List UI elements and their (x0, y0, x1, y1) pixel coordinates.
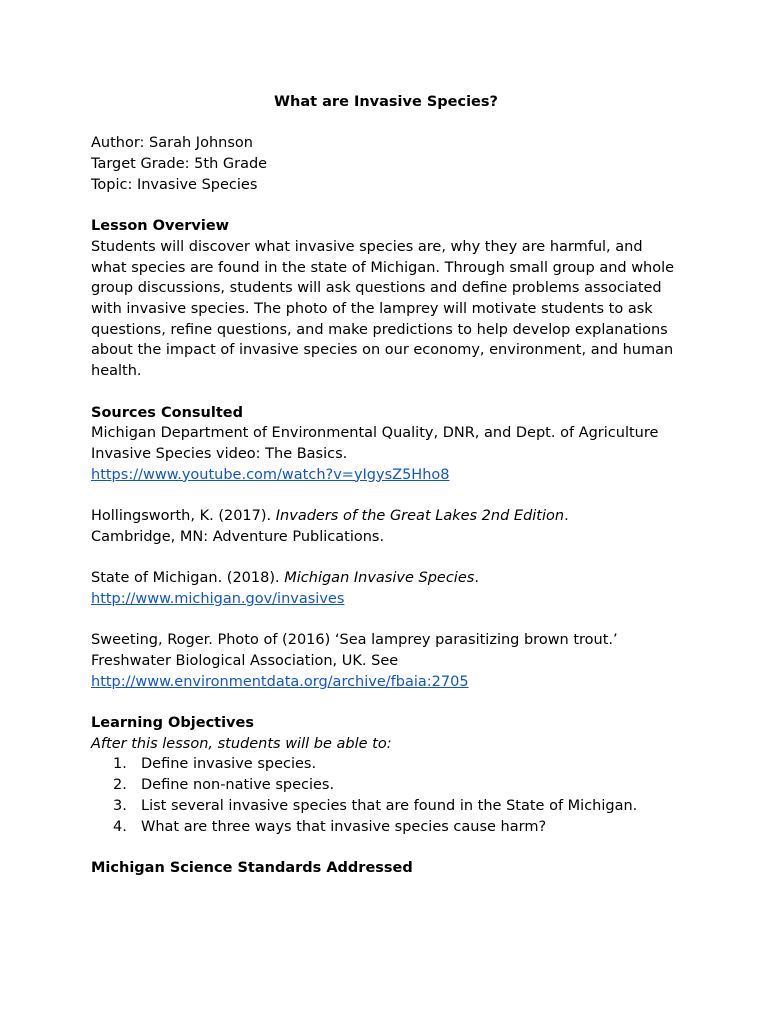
objectives-intro-text: After this lesson, students will be able to: (91, 735, 392, 752)
source-4-link[interactable]: http://www.environmentdata.org/archive/fbaia:2705 (91, 673, 469, 690)
list-item (113, 817, 681, 838)
list-item (113, 775, 681, 796)
sources-heading: Sources Consulted (91, 404, 243, 421)
list-item-text: List several invasive species that are found in the State of Michigan. (141, 797, 638, 814)
list-item-number: 1. (113, 756, 127, 773)
standards-heading: Michigan Science Standards Addressed (91, 859, 413, 876)
overview-body: Students will discover what invasive species are, why they are harmful, and what species are found in the state of Michigan. Through small group and whole group discussions, students will ask questions and define problems associated with invasive species. The photo of the lamprey will motivate students to ask questions, refine questions, and make predictions to help develop explanations about the impact of invasive species on our economy, environment, and human health. (91, 238, 675, 380)
overview-section (91, 216, 681, 382)
list-item-text: Define invasive species. (141, 756, 317, 773)
source-3 (91, 568, 681, 609)
objectives-section (91, 713, 681, 837)
list-item (113, 754, 681, 775)
overview-heading: Lesson Overview (91, 218, 230, 235)
document-body (91, 92, 681, 879)
source-3-link-line (91, 589, 681, 610)
source-4-text: Sweeting, Roger. Photo of (2016) ‘Sea lamprey parasitizing brown trout.’ Freshwater Biological Association, UK. See (91, 632, 618, 669)
list-item-text: What are three ways that invasive species cause harm? (141, 818, 547, 835)
source-4-link-line (91, 672, 681, 693)
meta-block (91, 133, 681, 195)
list-item (113, 796, 681, 817)
source-2-author: Hollingsworth, K. (2017). (91, 508, 276, 524)
list-item-number: 4. (113, 818, 127, 835)
source-2-period: . (564, 508, 569, 524)
source-2-citation (91, 506, 681, 527)
source-1-link-line (91, 465, 681, 486)
source-4 (91, 630, 681, 692)
source-2-book-title: Invaders of the Great Lakes 2nd Edition (275, 508, 565, 524)
source-2-publisher: Cambridge, MN: Adventure Publications. (91, 528, 385, 545)
source-3-title: Michigan Invasive Species (284, 570, 475, 587)
standards-section (91, 858, 681, 879)
objectives-intro (91, 734, 681, 755)
source-1-link[interactable]: https://www.youtube.com/watch?v=yIgysZ5Hho8 (91, 466, 450, 483)
source-1-text: Michigan Department of Environmental Quality, DNR, and Dept. of Agriculture Invasive Species video: The Basics. (91, 425, 659, 462)
objectives-heading: Learning Objectives (91, 714, 254, 731)
grade-line: Target Grade: 5th Grade (91, 156, 268, 173)
document-title: What are Invasive Species? (274, 94, 498, 110)
author-line: Author: Sarah Johnson (91, 135, 253, 152)
list-item-number: 3. (113, 797, 127, 814)
list-item-text: Define non-native species. (141, 777, 335, 794)
topic-line: Topic: Invasive Species (91, 176, 258, 193)
sources-section (91, 403, 681, 486)
source-3-period: . (474, 570, 479, 587)
objectives-list (91, 754, 681, 837)
source-2 (91, 506, 681, 547)
source-3-citation (91, 568, 681, 589)
source-3-link[interactable]: http://www.michigan.gov/invasives (91, 590, 345, 607)
source-3-author: State of Michigan. (2018). (91, 570, 285, 587)
list-item-number: 2. (113, 777, 127, 794)
